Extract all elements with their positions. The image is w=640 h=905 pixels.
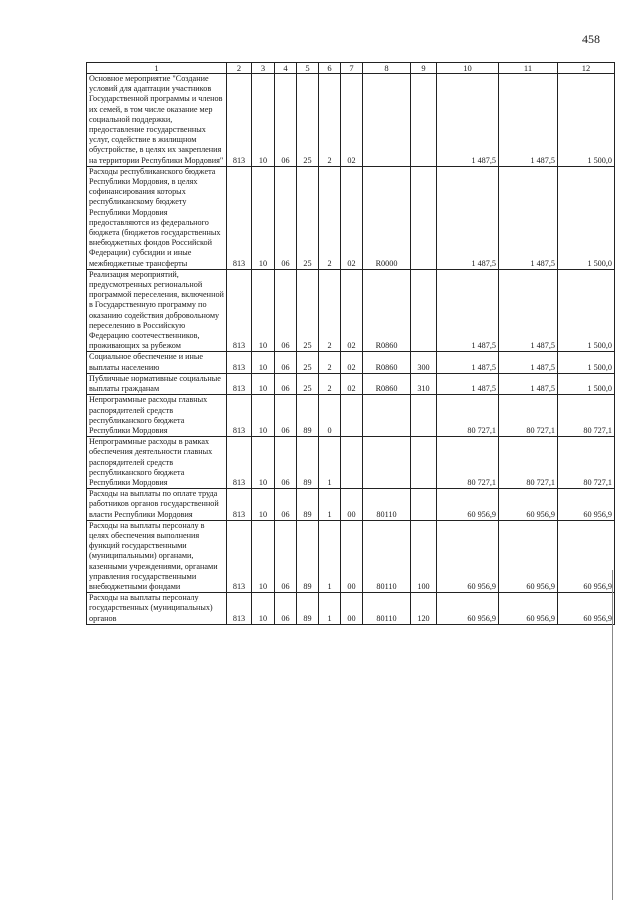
table-row	[87, 166, 615, 269]
amount-year2: 60 956,9	[499, 593, 558, 625]
code-razdel: 10	[252, 489, 275, 521]
table-row	[87, 520, 615, 592]
code-program: 25	[297, 269, 319, 352]
table-header-row	[87, 63, 615, 74]
row-name: Расходы на выплаты персоналу государственных (муниципальных) органов	[89, 593, 213, 623]
amount-year3: 1 500,0	[558, 269, 615, 352]
code-razdel: 10	[252, 352, 275, 373]
code-glava: 813	[227, 373, 252, 394]
row-name: Социальное обеспечение и иные выплаты населению	[89, 352, 204, 372]
code-razdel: 10	[252, 593, 275, 625]
row-name-cell	[87, 520, 227, 592]
code-event: 02	[341, 74, 363, 167]
column-header: 10	[437, 63, 499, 74]
code-podrazdel: 06	[275, 395, 297, 437]
row-name-cell	[87, 395, 227, 437]
code-program: 25	[297, 74, 319, 167]
code-glava: 813	[227, 74, 252, 167]
code-glava: 813	[227, 520, 252, 592]
code-program: 25	[297, 166, 319, 269]
code-subprogram: 2	[319, 166, 341, 269]
row-name: Расходы республиканского бюджета Республики Мордовия, в целях софинансирования которых республиканскому бюджету Республики Мордовия предоставляются из федерального бюджета (бюджетов государственных внебюджетных фондов Российской Федерации) субсидии и иные межбюджетные трансферты	[89, 166, 221, 268]
column-header: 4	[275, 63, 297, 74]
table-row	[87, 373, 615, 394]
row-name-cell	[87, 593, 227, 625]
row-name-cell	[87, 489, 227, 521]
code-podrazdel: 06	[275, 489, 297, 521]
code-podrazdel: 06	[275, 352, 297, 373]
amount-year1: 1 487,5	[437, 373, 499, 394]
code-vid: 300	[411, 352, 437, 373]
amount-year1: 60 956,9	[437, 593, 499, 625]
code-subprogram: 2	[319, 352, 341, 373]
code-subprogram: 1	[319, 437, 341, 489]
code-event: 02	[341, 352, 363, 373]
code-glava: 813	[227, 166, 252, 269]
code-vid: 120	[411, 593, 437, 625]
row-name-cell	[87, 166, 227, 269]
scan-edge-line	[612, 570, 613, 900]
column-header: 5	[297, 63, 319, 74]
code-subprogram: 2	[319, 373, 341, 394]
amount-year1: 1 487,5	[437, 269, 499, 352]
amount-year2: 80 727,1	[499, 437, 558, 489]
code-vid	[411, 166, 437, 269]
table-row	[87, 593, 615, 625]
table-row	[87, 437, 615, 489]
row-name: Расходы на выплаты по оплате труда работников органов государственной власти Республики Мордовия	[89, 489, 219, 519]
code-glava: 813	[227, 437, 252, 489]
code-podrazdel: 06	[275, 166, 297, 269]
code-vid	[411, 269, 437, 352]
budget-table	[86, 62, 615, 625]
code-direction	[363, 395, 411, 437]
amount-year1: 1 487,5	[437, 74, 499, 167]
row-name-cell	[87, 352, 227, 373]
code-vid	[411, 395, 437, 437]
code-event	[341, 395, 363, 437]
code-subprogram: 1	[319, 489, 341, 521]
code-vid: 100	[411, 520, 437, 592]
row-name: Непрограммные расходы в рамках обеспечения деятельности главных распорядителей средств республиканского бюджета Республики Мордовия	[89, 437, 213, 487]
column-header: 2	[227, 63, 252, 74]
code-razdel: 10	[252, 395, 275, 437]
code-event: 02	[341, 166, 363, 269]
row-name: Основное мероприятие "Создание условий для адаптации участников Государственной программы и членов их семей, в том числе оказание мер социальной поддержки, предоставление государственных услуг, содействие в жилищном обустройстве, в целях их закрепления на территории Республики Мордовия"	[89, 74, 224, 165]
code-glava: 813	[227, 593, 252, 625]
code-subprogram: 1	[319, 520, 341, 592]
code-event: 00	[341, 489, 363, 521]
code-vid	[411, 489, 437, 521]
column-header: 6	[319, 63, 341, 74]
table-row	[87, 489, 615, 521]
code-razdel: 10	[252, 166, 275, 269]
amount-year3: 60 956,9	[558, 593, 615, 625]
code-program: 89	[297, 593, 319, 625]
column-header: 1	[87, 63, 227, 74]
row-name: Публичные нормативные социальные выплаты гражданам	[89, 373, 221, 394]
code-event: 02	[341, 373, 363, 394]
amount-year1: 80 727,1	[437, 437, 499, 489]
code-subprogram: 2	[319, 74, 341, 167]
amount-year2: 1 487,5	[499, 74, 558, 167]
code-program: 25	[297, 352, 319, 373]
amount-year2: 1 487,5	[499, 269, 558, 352]
code-podrazdel: 06	[275, 593, 297, 625]
amount-year1: 1 487,5	[437, 166, 499, 269]
code-glava: 813	[227, 269, 252, 352]
amount-year3: 80 727,1	[558, 395, 615, 437]
amount-year3: 1 500,0	[558, 352, 615, 373]
amount-year1: 60 956,9	[437, 520, 499, 592]
table-row	[87, 269, 615, 352]
amount-year2: 60 956,9	[499, 520, 558, 592]
code-razdel: 10	[252, 437, 275, 489]
code-program: 89	[297, 437, 319, 489]
amount-year3: 60 956,9	[558, 489, 615, 521]
code-direction: R0860	[363, 373, 411, 394]
code-direction	[363, 437, 411, 489]
amount-year2: 60 956,9	[499, 489, 558, 521]
code-event: 02	[341, 269, 363, 352]
code-glava: 813	[227, 352, 252, 373]
column-header: 7	[341, 63, 363, 74]
code-glava: 813	[227, 489, 252, 521]
table-row	[87, 395, 615, 437]
row-name-cell	[87, 373, 227, 394]
code-podrazdel: 06	[275, 373, 297, 394]
amount-year3: 1 500,0	[558, 166, 615, 269]
column-header: 12	[558, 63, 615, 74]
code-podrazdel: 06	[275, 269, 297, 352]
code-direction	[363, 74, 411, 167]
code-direction: 80110	[363, 520, 411, 592]
code-razdel: 10	[252, 269, 275, 352]
code-event	[341, 437, 363, 489]
column-header: 3	[252, 63, 275, 74]
row-name: Непрограммные расходы главных распорядителей средств республиканского бюджета Республики Мордовия	[89, 395, 208, 435]
code-podrazdel: 06	[275, 520, 297, 592]
code-glava: 813	[227, 395, 252, 437]
column-header: 8	[363, 63, 411, 74]
row-name: Расходы на выплаты персоналу в целях обеспечения выполнения функций государственными (муниципальными) органами, казенными учреждениями, органами управления государственными внебюджетными фондами	[89, 520, 218, 591]
code-direction: 80110	[363, 593, 411, 625]
row-name-cell	[87, 74, 227, 167]
code-program: 89	[297, 395, 319, 437]
row-name-cell	[87, 437, 227, 489]
amount-year3: 60 956,9	[558, 520, 615, 592]
code-podrazdel: 06	[275, 437, 297, 489]
code-direction: R0860	[363, 352, 411, 373]
amount-year1: 1 487,5	[437, 352, 499, 373]
code-razdel: 10	[252, 520, 275, 592]
amount-year1: 60 956,9	[437, 489, 499, 521]
code-razdel: 10	[252, 74, 275, 167]
column-header: 11	[499, 63, 558, 74]
code-vid	[411, 437, 437, 489]
code-direction: R0860	[363, 269, 411, 352]
amount-year1: 80 727,1	[437, 395, 499, 437]
code-vid	[411, 74, 437, 167]
code-subprogram: 1	[319, 593, 341, 625]
page-number: 458	[582, 32, 600, 46]
row-name: Реализация мероприятий, предусмотренных региональной программой переселения, включенной в Государственную программу по оказанию содействия добровольному переселению в Российскую Федерацию соотечественников, проживающих за рубежом	[89, 269, 224, 351]
row-name-cell	[87, 269, 227, 352]
amount-year3: 80 727,1	[558, 437, 615, 489]
code-subprogram: 2	[319, 269, 341, 352]
amount-year2: 1 487,5	[499, 373, 558, 394]
code-podrazdel: 06	[275, 74, 297, 167]
code-event: 00	[341, 520, 363, 592]
code-event: 00	[341, 593, 363, 625]
code-vid: 310	[411, 373, 437, 394]
amount-year3: 1 500,0	[558, 74, 615, 167]
code-program: 89	[297, 489, 319, 521]
code-program: 89	[297, 520, 319, 592]
code-program: 25	[297, 373, 319, 394]
amount-year2: 1 487,5	[499, 352, 558, 373]
amount-year2: 80 727,1	[499, 395, 558, 437]
code-razdel: 10	[252, 373, 275, 394]
amount-year3: 1 500,0	[558, 373, 615, 394]
code-direction: R0000	[363, 166, 411, 269]
code-subprogram: 0	[319, 395, 341, 437]
amount-year2: 1 487,5	[499, 166, 558, 269]
code-direction: 80110	[363, 489, 411, 521]
table-row	[87, 74, 615, 167]
table-row	[87, 352, 615, 373]
column-header: 9	[411, 63, 437, 74]
